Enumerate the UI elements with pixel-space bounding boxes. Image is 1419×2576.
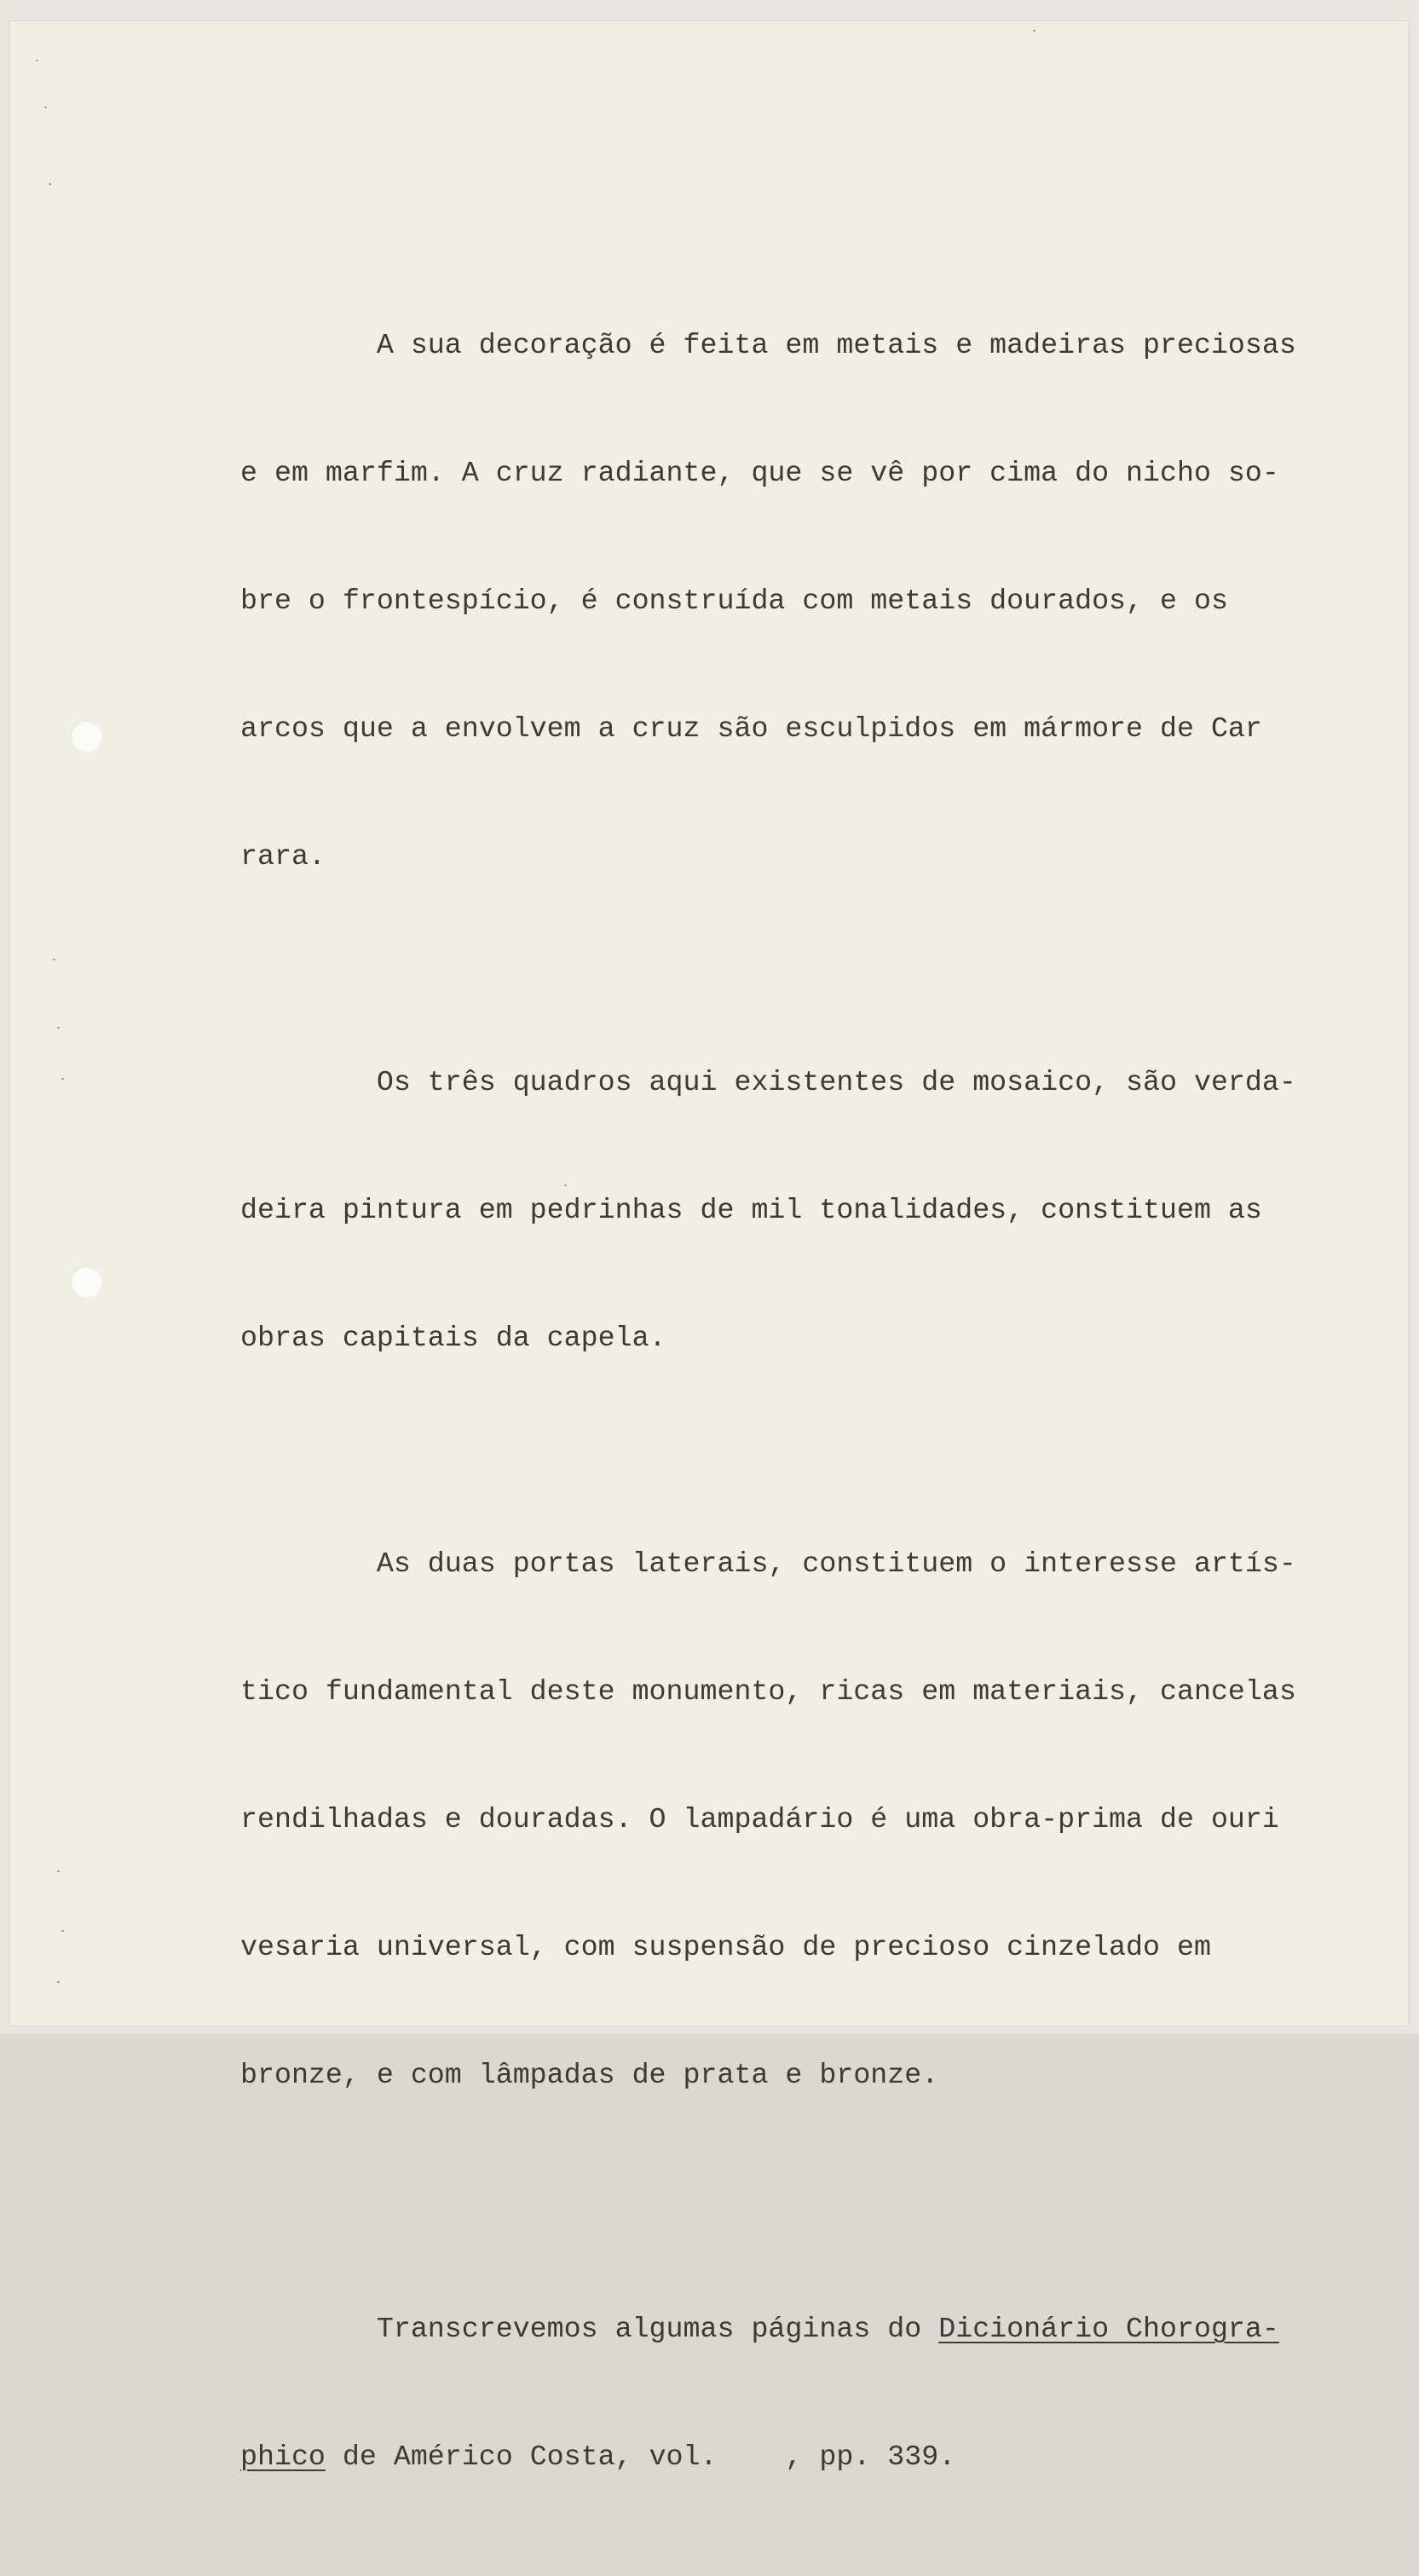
citation-rest: de Américo Costa, vol. , pp. 339. bbox=[325, 2441, 956, 2473]
text-line: tico fundamental deste monumento, ricas em materiais, cancelas bbox=[240, 1675, 1296, 1708]
text-line: rara. bbox=[240, 840, 326, 873]
text-line: Os três quadros aqui existentes de mosaico, são verda- bbox=[240, 1066, 1296, 1098]
citation-line-1 bbox=[240, 2308, 1297, 2350]
typewritten-sheet bbox=[10, 21, 1408, 2473]
paragraph-mosaics bbox=[240, 976, 1297, 1444]
text-line: e em marfim. A cruz radiante, que se vê por cima do nicho so- bbox=[240, 457, 1279, 489]
text-line: rendilhadas e douradas. O lampadário é uma obra-prima de ouri bbox=[240, 1803, 1279, 1835]
citation-prefix: Transcrevemos algumas páginas do bbox=[240, 2313, 939, 2345]
text-line: bronze, e com lâmpadas de prata e bronze. bbox=[240, 2059, 939, 2091]
text-line: obras capitais da capela. bbox=[240, 1322, 666, 1354]
citation-line-2 bbox=[240, 2435, 1297, 2478]
paragraph-doors bbox=[240, 1457, 1297, 2181]
text-line: arcos que a envolvem a cruz são esculpidos em mármore de Car bbox=[240, 712, 1262, 745]
citation-title-part-1: Dicionário Chorogra- bbox=[938, 2313, 1279, 2345]
punch-hole-top bbox=[70, 720, 102, 752]
text-line: deira pintura em pedrinhas de mil tonalidades, constituem as bbox=[240, 1194, 1262, 1226]
text-line: A sua decoração é feita em metais e madeiras preciosas bbox=[240, 329, 1296, 361]
punch-hole-bottom bbox=[70, 1265, 102, 1298]
document-body bbox=[240, 239, 1297, 2576]
paragraph-citation bbox=[240, 2222, 1297, 2563]
text-line: As duas portas laterais, constituem o interesse artís- bbox=[240, 1547, 1296, 1580]
paragraph-decoration bbox=[240, 239, 1297, 963]
citation-title-part-2: phico bbox=[240, 2441, 326, 2473]
text-line: bre o frontespício, é construída com metais dourados, e os bbox=[240, 585, 1228, 617]
text-line: vesaria universal, com suspensão de precioso cinzelado em bbox=[240, 1931, 1211, 1963]
